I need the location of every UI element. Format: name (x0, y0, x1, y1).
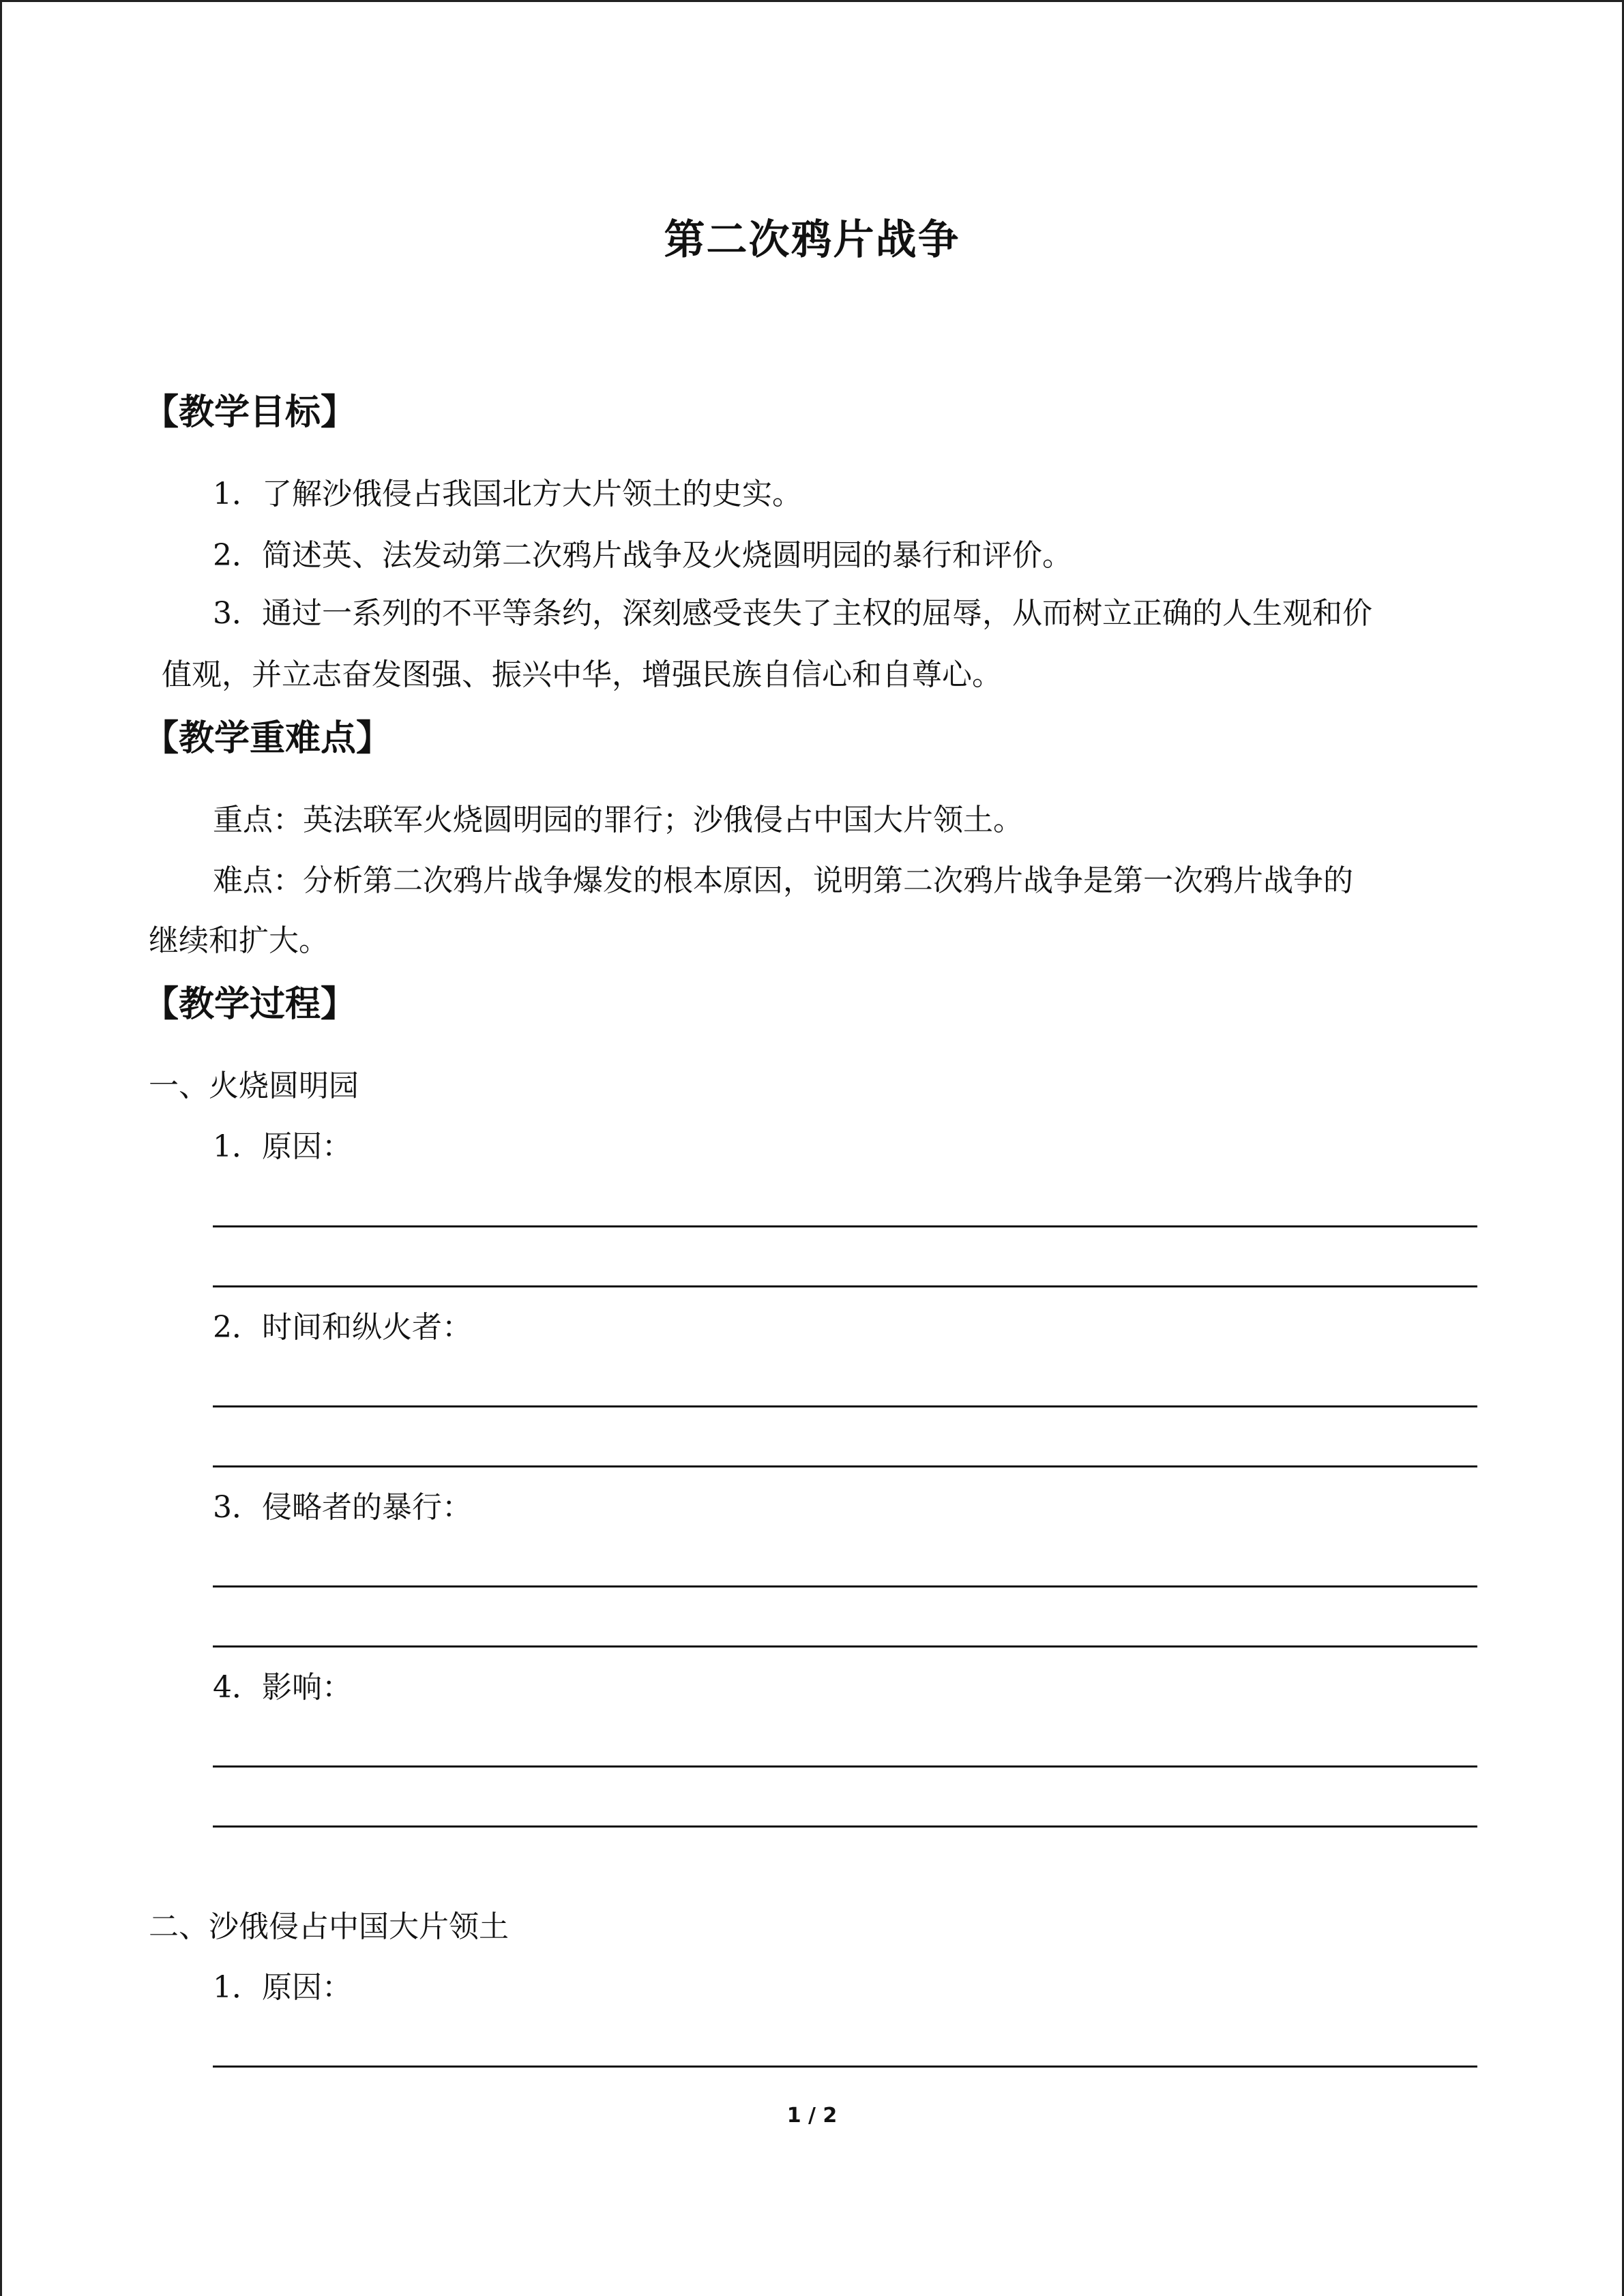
key-points-heading: 【教学重难点】 (143, 718, 392, 759)
objective-item-3-line-1: 3．通过一系列的不平等条约，深刻感受丧失了主权的屈辱，从而树立正确的人生观和价 (213, 596, 1372, 631)
page-top-border (0, 0, 1624, 2)
objectives-heading: 【教学目标】 (143, 392, 357, 433)
difficult-point-line-1: 难点：分析第二次鸦片战争爆发的根本原因，说明第二次鸦片战争是第一次鸦片战争的 (213, 863, 1353, 898)
answer-line (213, 1225, 1477, 1227)
objective-item-2: 2．简述英、法发动第二次鸦片战争及火烧圆明园的暴行和评价。 (213, 538, 1072, 573)
answer-line (213, 2066, 1477, 2068)
answer-line (213, 1765, 1477, 1768)
answer-line (213, 1825, 1477, 1828)
document-title: 第二次鸦片战争 (664, 216, 960, 264)
answer-line (213, 1285, 1477, 1287)
page-number: 1 / 2 (786, 2104, 838, 2128)
section-2-question-1: 1．原因： (213, 1970, 352, 2005)
answer-line (213, 1645, 1477, 1648)
section-1-question-3: 3．侵略者的暴行： (213, 1490, 472, 1525)
answer-line (213, 1585, 1477, 1587)
difficult-point-line-2: 继续和扩大。 (149, 923, 329, 958)
section-1-question-4: 4．影响： (213, 1670, 352, 1705)
answer-line (213, 1465, 1477, 1467)
objective-item-3-line-2: 值观，并立志奋发图强、振兴中华，增强民族自信心和自尊心。 (162, 657, 1002, 692)
section-2-title: 二、沙俄侵占中国大片领土 (149, 1909, 509, 1944)
key-point: 重点：英法联军火烧圆明园的罪行；沙俄侵占中国大片领土。 (213, 803, 1023, 837)
section-1-question-1: 1．原因： (213, 1129, 352, 1164)
section-1-question-2: 2．时间和纵火者： (213, 1310, 472, 1345)
objective-item-1: 1．了解沙俄侵占我国北方大片领土的史实。 (213, 477, 802, 511)
answer-line (213, 1405, 1477, 1407)
page-left-border (0, 0, 2, 2296)
process-heading: 【教学过程】 (143, 984, 357, 1025)
section-1-title: 一、火烧圆明园 (149, 1069, 359, 1103)
